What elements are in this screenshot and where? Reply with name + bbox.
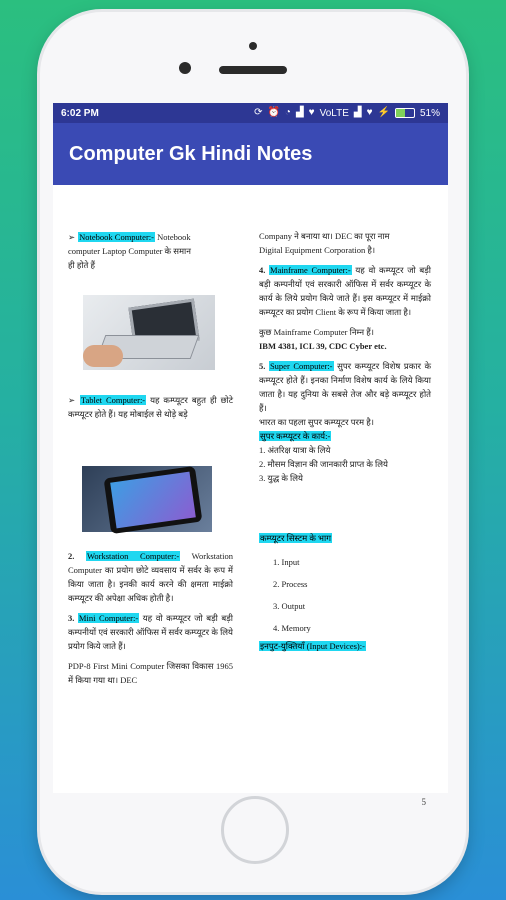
page-number: 5 <box>421 797 426 807</box>
front-camera-dot <box>249 42 257 50</box>
heart-icon-2: ♥ <box>366 107 373 118</box>
company-text: Company ने बनाया था। DEC का पूरा नाम <box>259 231 390 241</box>
workstation-paragraph <box>68 549 233 605</box>
parts-heading: कम्प्यूटर सिस्टम के भाग <box>260 533 331 543</box>
alarm-icon: ⏰ <box>267 107 280 118</box>
super-paragraph <box>259 359 431 485</box>
workstation-number: 2. <box>68 551 75 561</box>
mini-number: 3. <box>68 613 75 623</box>
app-title: Computer Gk Hindi Notes <box>69 142 313 165</box>
earpiece-speaker <box>219 66 287 74</box>
mainframe-text: यह वो कम्प्यूटर जो बड़ी बड़ी कम्पनीयों एवं सरकारी ऑफिस में सर्वर कम्प्यूटर के कार्य के लिये प्रयोग किये जाते हैं। इस कम्प्यूटर में माईक्रो कम्प्यूटर का प्रयोग Client के रूप में किया जाता है। <box>259 265 431 317</box>
notebook-text-3: ही होते हैं <box>68 260 96 270</box>
super-india: भारत का पहला सुपर कम्प्यूटर परम है। <box>259 417 374 427</box>
super-use-3: 3. युद्ध के लिये <box>259 473 303 483</box>
front-camera <box>179 62 191 74</box>
notebook-paragraph <box>68 230 233 272</box>
mainframe-examples-label: कुछ Mainframe Computer निम्न हैं। <box>259 327 374 337</box>
mainframe-examples-paragraph <box>259 325 431 353</box>
pdp-paragraph <box>68 659 233 687</box>
bullet-icon: ➢ <box>68 232 76 242</box>
hand-shape <box>83 345 123 367</box>
signal-icon-2: ▟ <box>353 107 362 118</box>
volte-label: VoLTE <box>319 107 349 119</box>
workstation-text-1: Workstation <box>191 551 233 561</box>
mini-text: यह वो कम्प्यूटर जो बड़ी बड़ी कम्पनीयों एवं सरकारी ऑफिस में सर्वर कम्प्यूटर के लिये प्रयोग किये जाते हैं। <box>68 613 234 651</box>
home-button[interactable] <box>221 796 289 864</box>
super-heading: Super Computer:- <box>269 361 333 371</box>
battery-percent: 51% <box>419 107 440 119</box>
workstation-block <box>68 549 233 693</box>
notebook-text-2: computer Laptop Computer के समान <box>68 246 191 256</box>
tablet-block <box>68 393 233 427</box>
mini-paragraph <box>68 611 233 653</box>
document-page[interactable] <box>53 185 448 807</box>
dec-full-name: Digital Equipment Corporation है। <box>259 245 376 255</box>
parts-item-memory: 4. Memory <box>273 623 311 633</box>
parts-heading-paragraph <box>259 531 431 545</box>
charging-icon: ⚡ <box>377 107 390 118</box>
signal-icon: ▟ <box>295 107 304 118</box>
tablet-screen <box>110 472 196 529</box>
tablet-paragraph <box>68 393 233 421</box>
tablet-text: यह कम्प्यूटर बहुत ही छोटे कम्प्यूटर होते हैं। यह मोबाईल से थोड़े बड़े <box>68 395 234 419</box>
input-devices-heading: इनपुट-युक्तियाँ (Input Devices):- <box>260 641 365 651</box>
super-text: सुपर कम्प्यूटर विशेष प्रकार के कम्प्यूटर होते हैं। इनका निर्माण विशेष कार्य के लिये किया जाता है। यह दुनिया के सबसे तेज और बड़े कम्प्यूटर होते हैं। <box>259 361 432 413</box>
app-bar <box>53 123 448 185</box>
company-paragraph <box>259 229 431 257</box>
input-devices-paragraph <box>259 639 431 653</box>
bullet-icon: ➢ <box>68 395 76 405</box>
mainframe-heading: Mainframe Computer:- <box>270 265 351 275</box>
right-column <box>259 229 431 659</box>
laptop-image <box>83 295 215 370</box>
super-use-1: 1. अंतरिक्ष यात्रा के लिये <box>259 445 331 455</box>
phone-screen <box>53 103 448 807</box>
notebook-heading: Notebook Computer:- <box>79 232 154 242</box>
mainframe-examples: IBM 4381, ICL 39, CDC Cyber etc. <box>259 341 387 351</box>
tablet-device <box>104 466 203 534</box>
parts-item-process: 2. Process <box>273 579 308 589</box>
workstation-heading: Workstation Computer:- <box>87 551 180 561</box>
battery-fill <box>396 109 405 117</box>
status-time: 6:02 PM <box>61 107 99 119</box>
parts-item-output: 3. Output <box>273 601 306 611</box>
tablet-image <box>82 466 212 532</box>
tablet-heading: Tablet Computer:- <box>80 395 146 405</box>
status-bar <box>53 103 448 123</box>
super-number: 5. <box>259 361 266 371</box>
battery-icon <box>395 108 415 118</box>
pdp-text: PDP-8 First Mini Computer जिसका विकास 1965 में किया गया था। DEC <box>68 661 233 685</box>
parts-item-input: 1. Input <box>273 557 300 567</box>
super-uses-heading: सुपर कम्प्यूटर के कार्य:- <box>260 431 331 441</box>
heart-icon: ♥ <box>308 107 315 118</box>
workstation-text-2: Computer का प्रयोग छोटे व्यवसाय में सर्वर के रूप में किया जाता है। इनकी कार्य करने की क्षमता माईक्रो कम्प्यूटर की अपेक्षा अधिक होती है। <box>68 565 233 603</box>
mini-heading: Mini Computer:- <box>78 613 139 623</box>
mainframe-paragraph <box>259 263 431 319</box>
left-column <box>68 230 233 278</box>
notebook-text-1: Notebook <box>157 232 191 242</box>
spacer <box>259 491 431 531</box>
super-use-2: 2. मौसम विज्ञान की जानकारी प्राप्त के लिये <box>259 459 388 469</box>
wifi-icon: ◔ <box>284 107 291 118</box>
sync-icon: ⟳ <box>254 107 263 118</box>
parts-list <box>259 551 431 639</box>
status-icons <box>254 108 440 119</box>
mainframe-number: 4. <box>259 265 266 275</box>
